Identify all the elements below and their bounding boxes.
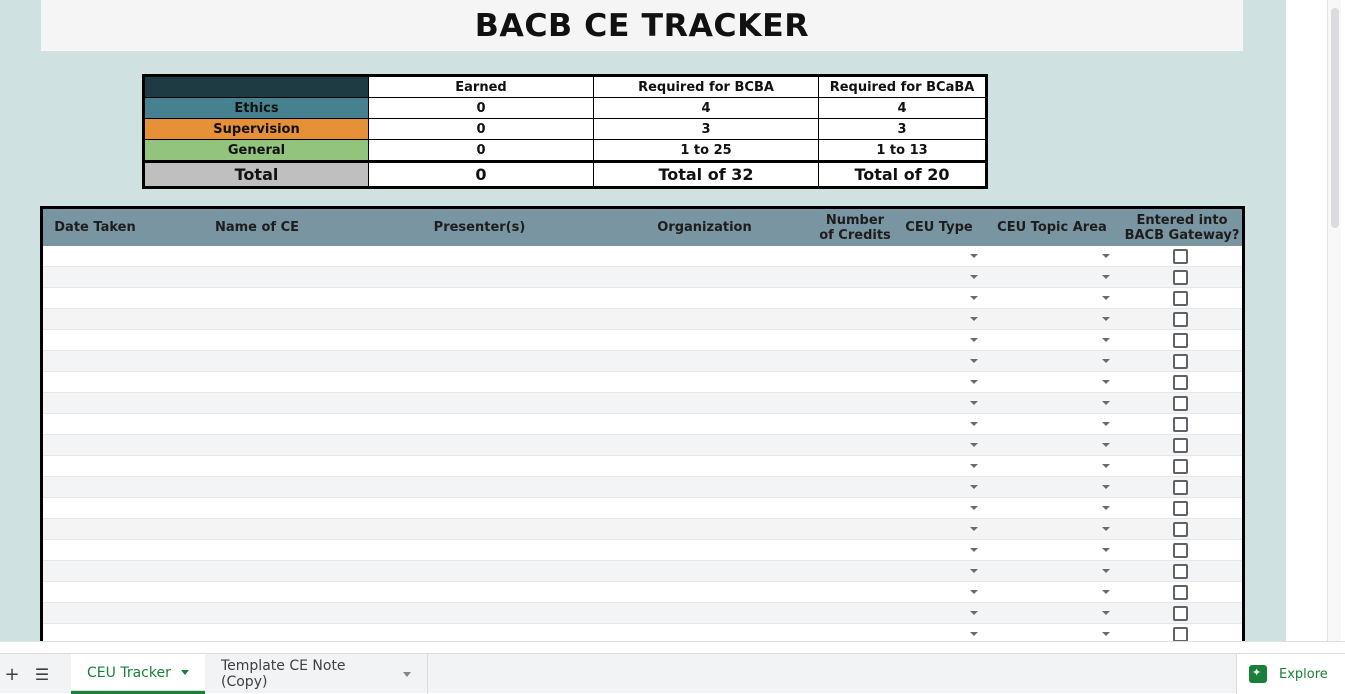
summary-row-general xyxy=(145,140,985,161)
ceu-topic-dropdown-icon[interactable] xyxy=(1102,506,1110,510)
ceu-type-dropdown-icon[interactable] xyxy=(970,401,978,405)
table-row[interactable] xyxy=(43,288,1242,309)
table-row[interactable] xyxy=(43,519,1242,540)
table-row[interactable] xyxy=(43,498,1242,519)
ceu-type-dropdown-icon[interactable] xyxy=(970,443,978,447)
gateway-checkbox[interactable] xyxy=(1173,543,1188,558)
gateway-checkbox[interactable] xyxy=(1173,606,1188,621)
list-icon[interactable]: ☰ xyxy=(34,664,50,684)
page-title: BACB CE TRACKER xyxy=(474,7,810,44)
summary-row-ethics xyxy=(145,98,985,119)
horizontal-scrollbar[interactable] xyxy=(0,641,1345,653)
ceu-topic-dropdown-icon[interactable] xyxy=(1102,338,1110,342)
summary-table xyxy=(142,74,988,189)
gateway-checkbox[interactable] xyxy=(1173,249,1188,264)
ceu-type-dropdown-icon[interactable] xyxy=(970,527,978,531)
ceu-type-dropdown-icon[interactable] xyxy=(970,590,978,594)
table-row[interactable] xyxy=(43,330,1242,351)
summary-header-bcba[interactable]: Required for BCBA xyxy=(594,77,819,98)
summary-earned-general[interactable]: 0 xyxy=(369,140,594,161)
chevron-down-icon[interactable] xyxy=(403,672,411,677)
gateway-checkbox[interactable] xyxy=(1173,438,1188,453)
ceu-topic-dropdown-icon[interactable] xyxy=(1102,464,1110,468)
gateway-checkbox[interactable] xyxy=(1173,396,1188,411)
col-header-ceu-type[interactable]: CEU Type xyxy=(905,220,973,235)
ceu-type-dropdown-icon[interactable] xyxy=(970,548,978,552)
gateway-checkbox[interactable] xyxy=(1173,375,1188,390)
ceu-topic-dropdown-icon[interactable] xyxy=(1102,401,1110,405)
explore-icon xyxy=(1249,665,1267,683)
ceu-topic-dropdown-icon[interactable] xyxy=(1102,527,1110,531)
tab-ceu-tracker[interactable] xyxy=(71,654,205,694)
summary-bcaba-general[interactable]: 1 to 13 xyxy=(819,140,985,161)
ceu-type-dropdown-icon[interactable] xyxy=(970,464,978,468)
table-row[interactable] xyxy=(43,582,1242,603)
ce-tracker-table xyxy=(40,206,1245,646)
summary-header-blank[interactable] xyxy=(145,77,369,98)
gateway-checkbox[interactable] xyxy=(1173,291,1188,306)
gateway-checkbox[interactable] xyxy=(1173,480,1188,495)
ceu-type-dropdown-icon[interactable] xyxy=(970,296,978,300)
gateway-checkbox[interactable] xyxy=(1173,312,1188,327)
ceu-topic-dropdown-icon[interactable] xyxy=(1102,275,1110,279)
table-row[interactable] xyxy=(43,603,1242,624)
summary-row-supervision xyxy=(145,119,985,140)
ceu-topic-dropdown-icon[interactable] xyxy=(1102,632,1110,636)
table-row[interactable] xyxy=(43,477,1242,498)
ceu-type-dropdown-icon[interactable] xyxy=(970,359,978,363)
summary-bcba-total[interactable]: Total of 32 xyxy=(594,163,819,186)
ceu-topic-dropdown-icon[interactable] xyxy=(1102,611,1110,615)
table-row[interactable] xyxy=(43,414,1242,435)
col-header-organization[interactable]: Organization xyxy=(657,220,752,235)
summary-label-ethics[interactable]: Ethics xyxy=(145,98,369,119)
sheet-tab-bar xyxy=(0,653,1345,693)
col-header-number-of-credits[interactable]: Number of Credits xyxy=(819,212,891,243)
ceu-topic-dropdown-icon[interactable] xyxy=(1102,422,1110,426)
gateway-checkbox[interactable] xyxy=(1173,354,1188,369)
gateway-checkbox[interactable] xyxy=(1173,270,1188,285)
ceu-type-dropdown-icon[interactable] xyxy=(970,317,978,321)
ceu-topic-dropdown-icon[interactable] xyxy=(1102,296,1110,300)
table-row[interactable] xyxy=(43,540,1242,561)
summary-row-total xyxy=(145,161,985,186)
summary-header-bcaba[interactable]: Required for BCaBA xyxy=(819,77,985,98)
col-header-date-taken[interactable]: Date Taken xyxy=(54,220,136,235)
table-row[interactable] xyxy=(43,456,1242,477)
gateway-checkbox[interactable] xyxy=(1173,522,1188,537)
gateway-checkbox[interactable] xyxy=(1173,333,1188,348)
gateway-checkbox[interactable] xyxy=(1173,627,1188,642)
table-row[interactable] xyxy=(43,435,1242,456)
summary-bcaba-total[interactable]: Total of 20 xyxy=(854,165,950,184)
summary-bcba-general[interactable]: 1 to 25 xyxy=(594,140,819,161)
ceu-type-dropdown-icon[interactable] xyxy=(970,422,978,426)
ceu-type-dropdown-icon[interactable] xyxy=(970,632,978,636)
ceu-type-dropdown-icon[interactable] xyxy=(970,254,978,258)
summary-label-supervision[interactable]: Supervision xyxy=(145,119,369,140)
ceu-type-dropdown-icon[interactable] xyxy=(970,380,978,384)
summary-bcba-ethics[interactable]: 4 xyxy=(594,98,819,119)
ceu-topic-dropdown-icon[interactable] xyxy=(1102,359,1110,363)
table-row[interactable] xyxy=(43,309,1242,330)
table-row[interactable] xyxy=(43,246,1242,267)
tab-label: CEU Tracker xyxy=(87,664,171,681)
summary-header-earned[interactable]: Earned xyxy=(369,77,594,98)
vertical-scrollbar[interactable] xyxy=(1327,0,1341,641)
tracker-header-row xyxy=(43,209,1242,246)
ceu-topic-dropdown-icon[interactable] xyxy=(1102,548,1110,552)
ceu-topic-dropdown-icon[interactable] xyxy=(1102,380,1110,384)
tab-label: Template CE Note (Copy) xyxy=(221,658,346,690)
col-header-entered-into-gateway[interactable]: Entered into BACB Gateway? xyxy=(1124,212,1240,243)
title-band[interactable] xyxy=(41,0,1243,51)
chevron-down-icon[interactable] xyxy=(181,670,189,675)
ceu-type-dropdown-icon[interactable] xyxy=(970,611,978,615)
ceu-topic-dropdown-icon[interactable] xyxy=(1102,590,1110,594)
table-row[interactable] xyxy=(43,267,1242,288)
ceu-topic-dropdown-icon[interactable] xyxy=(1102,254,1110,258)
summary-bcba-supervision[interactable]: 3 xyxy=(594,119,819,140)
ceu-type-dropdown-icon[interactable] xyxy=(970,506,978,510)
gateway-checkbox[interactable] xyxy=(1173,585,1188,600)
vertical-scrollbar-thumb[interactable] xyxy=(1331,8,1339,228)
gateway-checkbox[interactable] xyxy=(1173,564,1188,579)
tracker-body xyxy=(43,246,1242,645)
summary-earned-total[interactable]: 0 xyxy=(369,163,594,186)
ceu-type-dropdown-icon[interactable] xyxy=(970,275,978,279)
summary-earned-ethics[interactable]: 0 xyxy=(369,98,594,119)
plus-icon[interactable]: + xyxy=(4,663,20,685)
table-row[interactable] xyxy=(43,351,1242,372)
tab-template-ce-note[interactable] xyxy=(205,654,428,694)
gateway-checkbox[interactable] xyxy=(1173,459,1188,474)
ceu-topic-dropdown-icon[interactable] xyxy=(1102,485,1110,489)
ceu-type-dropdown-icon[interactable] xyxy=(970,338,978,342)
summary-label-total[interactable]: Total xyxy=(145,163,369,186)
ceu-topic-dropdown-icon[interactable] xyxy=(1102,569,1110,573)
summary-bcaba-supervision[interactable]: 3 xyxy=(819,119,985,140)
gateway-checkbox[interactable] xyxy=(1173,501,1188,516)
summary-bcaba-ethics[interactable]: 4 xyxy=(819,98,985,119)
gateway-checkbox[interactable] xyxy=(1173,417,1188,432)
ceu-type-dropdown-icon[interactable] xyxy=(970,485,978,489)
summary-label-general[interactable]: General xyxy=(145,140,369,161)
table-row[interactable] xyxy=(43,561,1242,582)
ceu-topic-dropdown-icon[interactable] xyxy=(1102,443,1110,447)
col-header-ceu-topic-area[interactable]: CEU Topic Area xyxy=(997,220,1107,235)
ceu-type-dropdown-icon[interactable] xyxy=(970,569,978,573)
summary-header-row xyxy=(145,77,985,98)
ceu-topic-dropdown-icon[interactable] xyxy=(1102,317,1110,321)
explore-button[interactable] xyxy=(1236,654,1345,694)
col-header-presenters[interactable]: Presenter(s) xyxy=(433,220,526,235)
explore-label: Explore xyxy=(1279,666,1328,682)
table-row[interactable] xyxy=(43,393,1242,414)
col-header-name-of-ce[interactable]: Name of CE xyxy=(214,220,300,235)
table-row[interactable] xyxy=(43,372,1242,393)
summary-earned-supervision[interactable]: 0 xyxy=(369,119,594,140)
